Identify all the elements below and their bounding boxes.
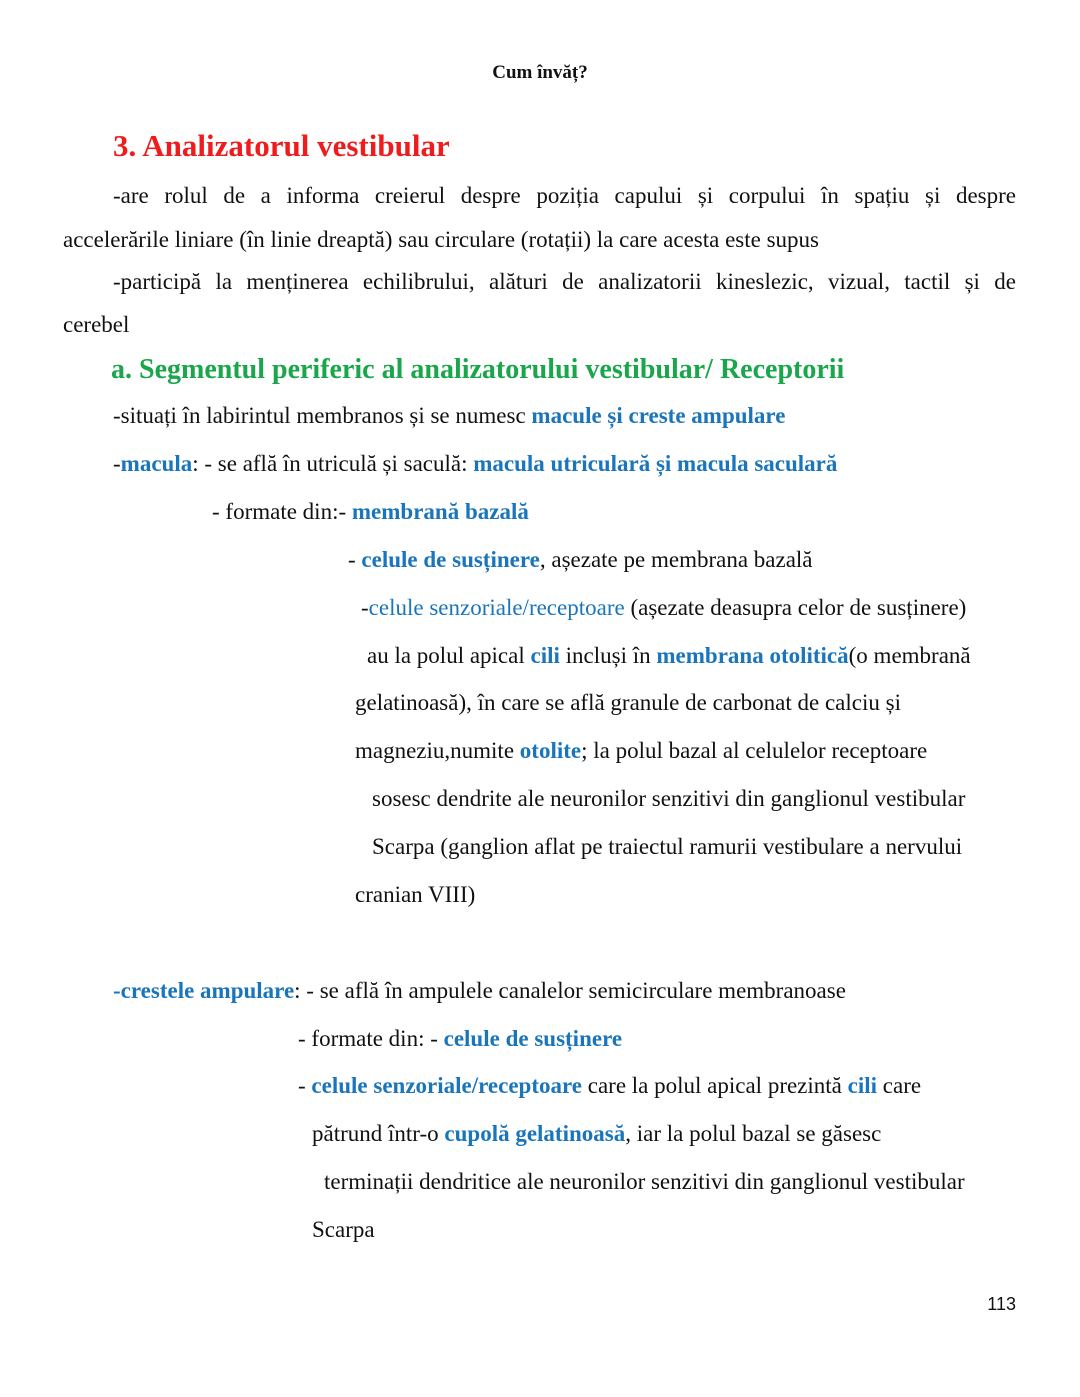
crests-sensory-line: [298, 1072, 921, 1100]
subsection-title: a. Segmentul periferic al analizatorului vestibular/ Receptorii: [111, 354, 845, 385]
page-number: 113: [987, 1294, 1016, 1314]
paragraph-line: Scarpa (ganglion aflat pe traiectul ramurii vestibulare a nervului: [372, 834, 963, 859]
text: care la polul apical prezintă: [582, 1073, 848, 1098]
paragraph-line: gelatinoasă), în care se află granule de carbonat de calciu și: [355, 690, 901, 715]
cupola-line: [312, 1120, 881, 1148]
text: , iar la polul bazal se găsesc: [625, 1121, 882, 1146]
highlight-term: celule senzoriale/receptoare: [311, 1073, 582, 1098]
highlight-term: celule de susținere: [361, 547, 540, 572]
highlight-term: cili: [847, 1073, 878, 1098]
text: , așezate pe membrana bazală: [539, 547, 813, 572]
text: -: [113, 451, 121, 476]
text: -: [298, 1073, 312, 1098]
text: -: [361, 595, 369, 620]
paragraph-line: accelerările liniare (în linie dreaptă) sau circulare (rotații) la care acesta este supus: [63, 227, 820, 252]
paragraph-line: cerebel: [63, 312, 130, 337]
text: incluși în: [559, 643, 657, 668]
text: magneziu,numite: [355, 738, 520, 763]
paragraph-line: sosesc dendrite ale neuronilor senzitivi din ganglionul vestibular: [372, 786, 966, 811]
text: : - se află în utriculă și saculă:: [192, 451, 474, 476]
otolite-line: [355, 737, 927, 765]
paragraph-line: cranian VIII): [355, 882, 476, 907]
formate-line: [212, 498, 529, 526]
highlight-term: celule de susținere: [443, 1026, 623, 1051]
text: care: [877, 1073, 922, 1098]
highlight-term: otolite: [519, 738, 582, 763]
paragraph-line: -participă la menținerea echilibrului, alături de analizatorii kineslezic, vizual, tactil și de: [113, 269, 1016, 294]
cili-line: [367, 642, 971, 670]
running-header: Cum învăț?: [492, 62, 588, 83]
formate-line: [298, 1025, 622, 1053]
paragraph-line: terminații dendritice ale neuronilor senzitivi din ganglionul vestibular: [324, 1169, 965, 1194]
sensory-cells-line: [361, 594, 966, 622]
text: - formate din: -: [298, 1026, 444, 1051]
macula-line: [113, 450, 837, 478]
highlight-term: cili: [530, 643, 560, 668]
text: - formate din:-: [212, 499, 352, 524]
text: -: [348, 547, 362, 572]
receptors-location-line: [113, 402, 785, 430]
text: pătrund într-o: [312, 1121, 445, 1146]
text: (o membrană: [848, 643, 971, 668]
paragraph-line: -are rolul de a informa creierul despre poziția capului și corpului în spațiu și despre: [113, 183, 1016, 208]
highlight-term: membrana otolitică: [656, 643, 849, 668]
support-cells-line: [348, 546, 813, 574]
text: -situați în labirintul membranos și se numesc: [113, 403, 532, 428]
paragraph-line: Scarpa: [312, 1217, 375, 1242]
highlight-term: celule senzoriale/receptoare: [368, 595, 625, 620]
macula-term: macula: [120, 451, 193, 476]
highlight-term: macula utriculară și macula saculară: [473, 451, 838, 476]
crests-line: [113, 977, 846, 1005]
section-title: 3. Analizatorul vestibular: [113, 128, 450, 163]
text: (așezate deasupra celor de susținere): [624, 595, 967, 620]
highlight-term: membrană bazală: [351, 499, 529, 524]
highlight-term: macule și creste ampulare: [531, 403, 786, 428]
text: ; la polul bazal al celulelor receptoare: [581, 738, 928, 763]
crests-term: -crestele ampulare: [113, 978, 295, 1003]
text: : - se află în ampulele canalelor semicirculare membranoase: [294, 978, 846, 1003]
highlight-term: cupolă gelatinoasă: [444, 1121, 626, 1146]
text: au la polul apical: [367, 643, 531, 668]
